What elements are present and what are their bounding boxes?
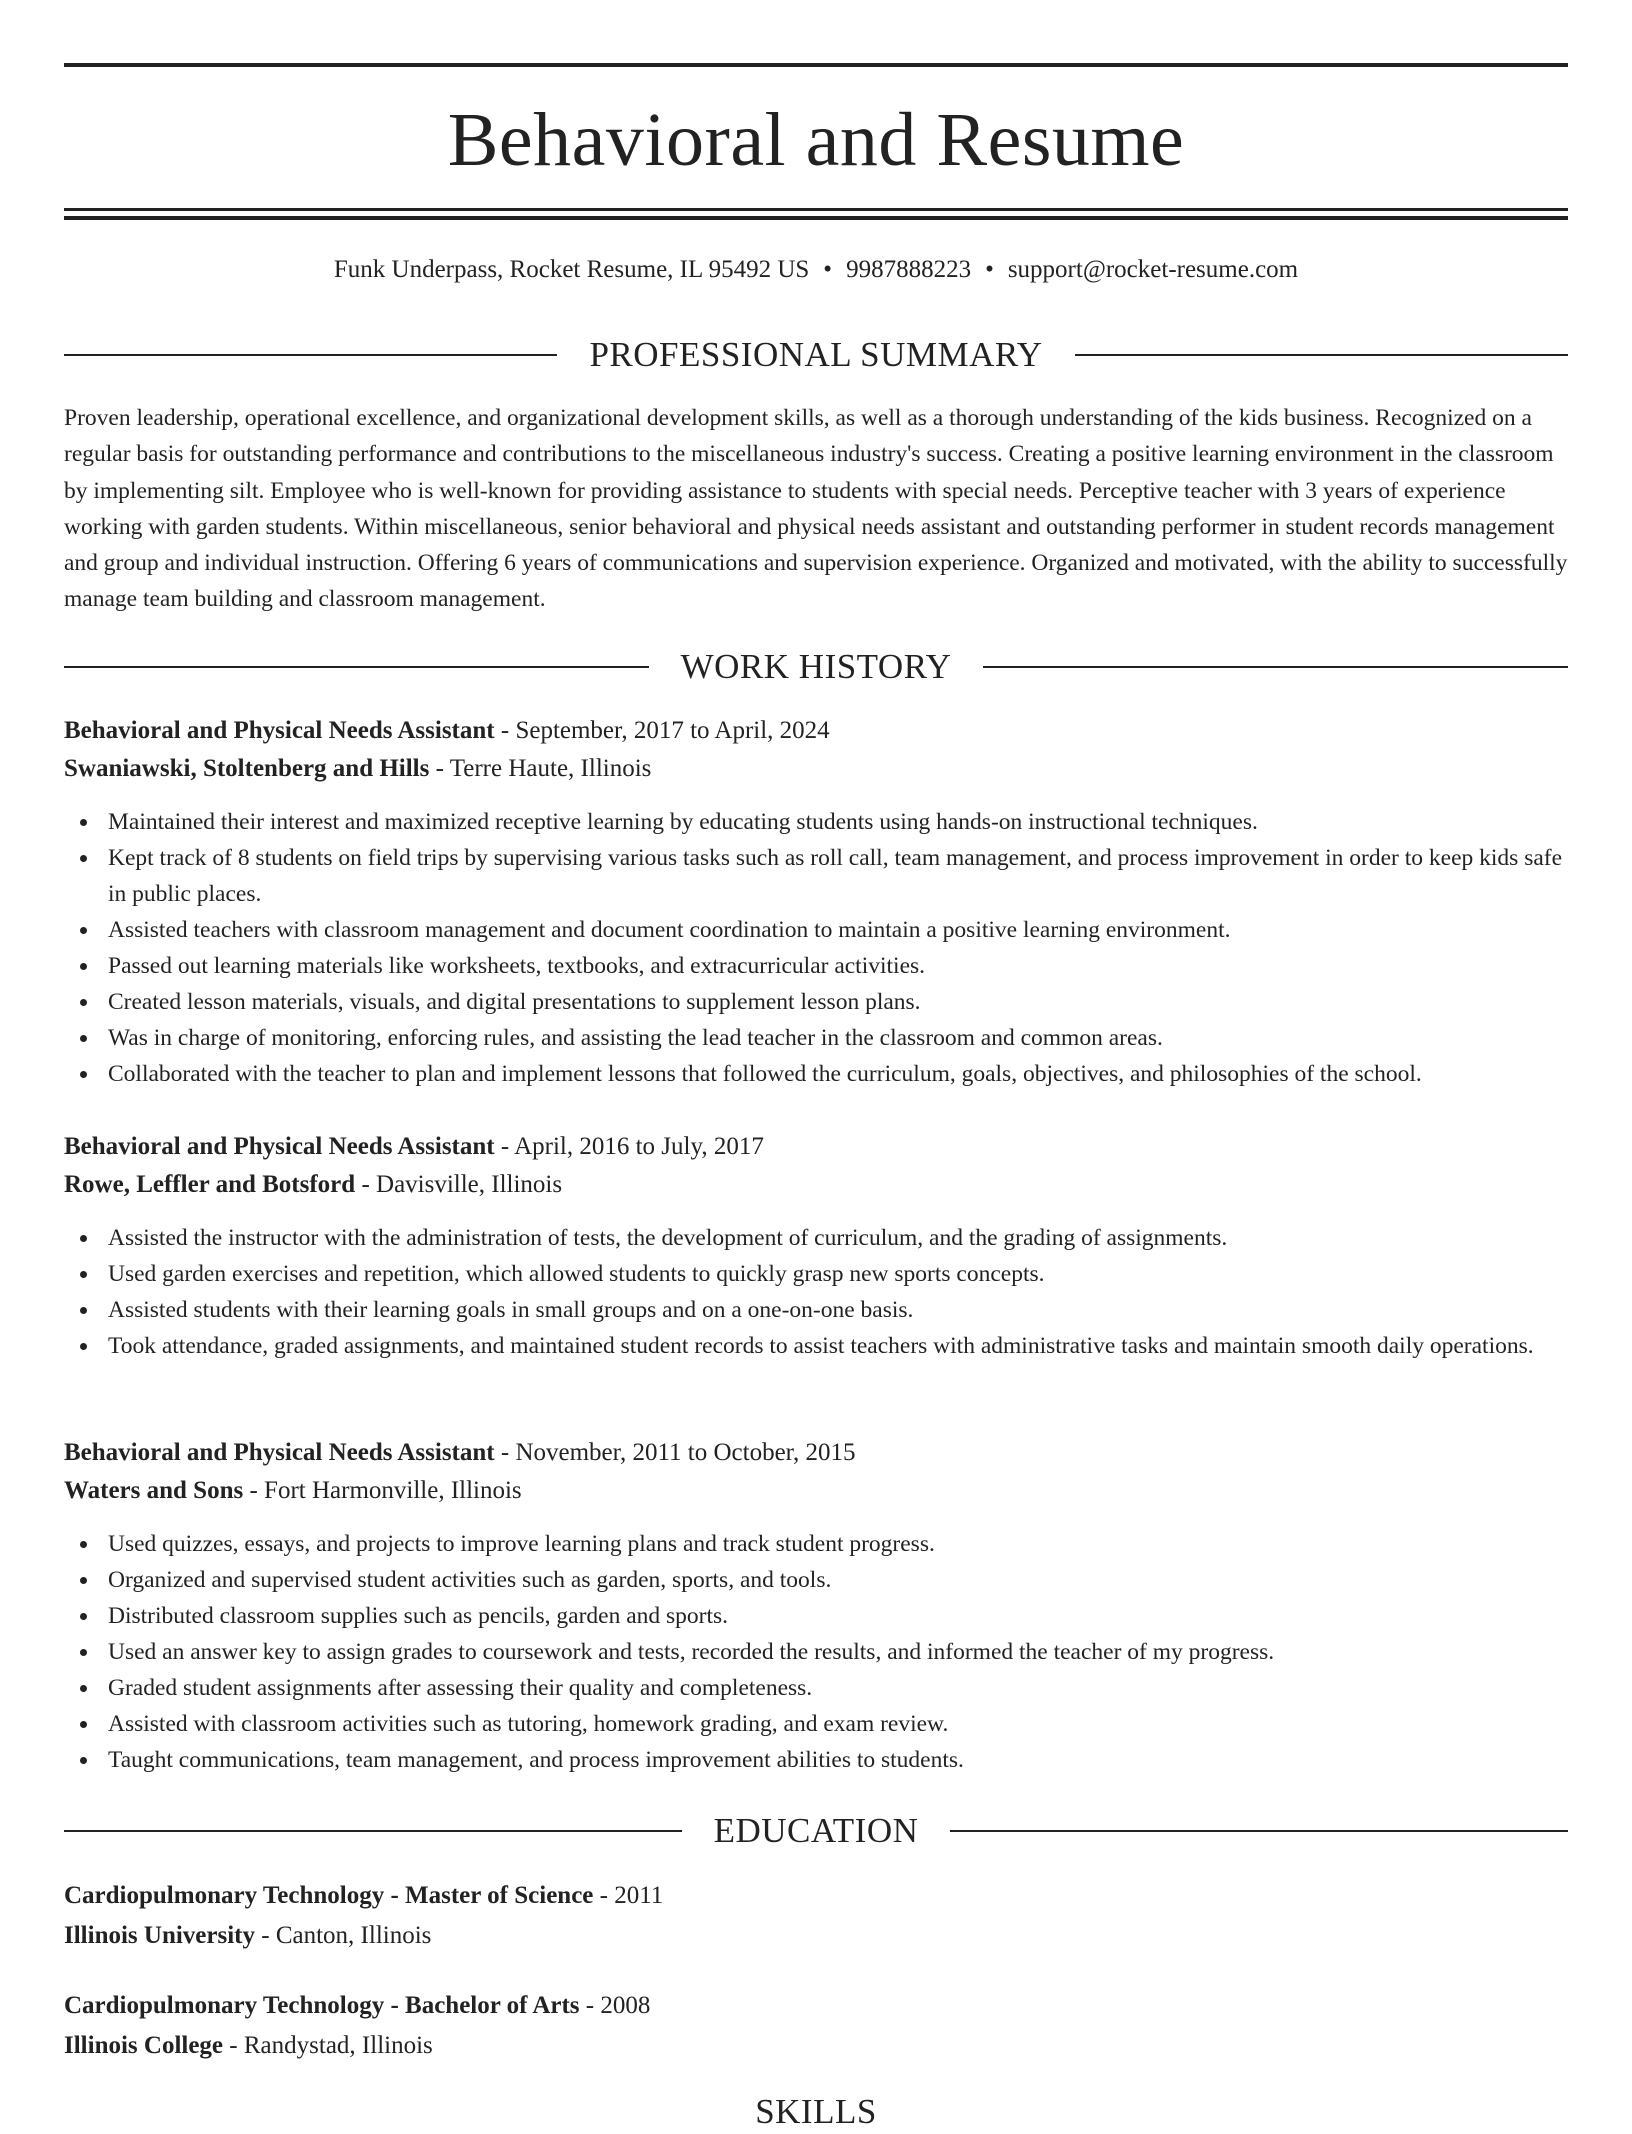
education-entry — [64, 1986, 1568, 2066]
job-bullets — [64, 1220, 1568, 1364]
job-bullets — [64, 1526, 1568, 1778]
list-item: Maintained their interest and maximized receptive learning by educating students using hands-on instructional techniques. — [108, 804, 1568, 840]
job-company: Rowe, Leffler and Botsford — [64, 1171, 356, 1198]
job-title-line: Behavioral and Physical Needs Assistant - April, 2016 to July, 2017 — [64, 1133, 764, 1160]
list-item: Took attendance, graded assignments, and maintained student records to assist teachers with administrative tasks and maintain smooth daily operations. — [108, 1328, 1568, 1364]
list-item: Collaborated with the teacher to plan and implement lessons that followed the curriculum, goals, objectives, and philosophies of the school. — [108, 1056, 1568, 1092]
list-item: Distributed classroom supplies such as pencils, garden and sports. — [108, 1598, 1568, 1634]
education-degree-line: Cardiopulmonary Technology - Master of Science - 2011 — [64, 1882, 664, 1909]
job-company-line: Swaniawski, Stoltenberg and Hills - Terre Haute, Illinois — [64, 755, 652, 782]
section-title-work — [64, 645, 1568, 689]
resume-name: Behavioral and Resume — [447, 98, 1185, 182]
job-title-line: Behavioral and Physical Needs Assistant - November, 2011 to October, 2015 — [64, 1439, 856, 1466]
list-item: Taught communications, team management, and process improvement abilities to students. — [108, 1742, 1568, 1778]
section-rule-right — [1075, 354, 1568, 356]
job-title: Behavioral and Physical Needs Assistant — [64, 717, 495, 744]
education-school-line: Illinois University - Canton, Illinois — [64, 1922, 432, 1949]
section-rule-left — [64, 1830, 682, 1832]
contact-phone: 9987888223 — [846, 256, 972, 283]
top-rule — [64, 63, 1568, 67]
list-item: Used quizzes, essays, and projects to improve learning plans and track student progress. — [108, 1526, 1568, 1562]
job-entry — [64, 1434, 1568, 1778]
section-rule-left — [64, 354, 557, 356]
contact-email: support@rocket-resume.com — [1007, 256, 1299, 283]
job-dates: November, 2011 to October, 2015 — [515, 1439, 856, 1466]
list-item: Graded student assignments after assessing their quality and completeness. — [108, 1670, 1568, 1706]
summary-paragraph: Proven leadership, operational excellence, and organizational development skills, as well as a thorough understanding of the kids business. Recognized on a regular basis for outstanding performance and contributions to the miscellaneous industry's success. Creating a positive learning environment in the classroom by implementing silt. Employee who is well-known for providing assistance to students with special needs. Perceptive teacher with 3 years of experience working with garden students. Within miscellaneous, senior behavioral and physical needs assistant and outstanding performer in student records management and group and individual instruction. Offering 6 years of communications and supervision experience. Organized and motivated, with the ability to successfully manage team building and classroom management. — [64, 405, 1568, 613]
job-dates: April, 2016 to July, 2017 — [514, 1133, 764, 1160]
name-rule-upper — [64, 208, 1568, 211]
section-heading: PROFESSIONAL SUMMARY — [589, 335, 1043, 374]
list-item: Assisted the instructor with the administration of tests, the development of curriculum, and the grading of assignments. — [108, 1220, 1568, 1256]
job-location: Fort Harmonville, Illinois — [264, 1477, 522, 1504]
job-dates: September, 2017 to April, 2024 — [515, 717, 830, 744]
section-rule-right — [950, 1830, 1568, 1832]
contact-address: Funk Underpass, Rocket Resume, IL 95492 US — [333, 256, 810, 283]
education-location: Canton, Illinois — [275, 1922, 432, 1949]
contact-line — [64, 252, 1568, 288]
section-heading: WORK HISTORY — [680, 647, 952, 686]
education-year: 2011 — [614, 1882, 664, 1909]
job-entry — [64, 712, 1568, 1092]
education-location: Randystad, Illinois — [243, 2032, 433, 2059]
education-degree-line: Cardiopulmonary Technology - Bachelor of Arts - 2008 — [64, 1992, 651, 2019]
job-title-line: Behavioral and Physical Needs Assistant - September, 2017 to April, 2024 — [64, 717, 830, 744]
section-rule-left — [64, 666, 649, 668]
job-bullets — [64, 804, 1568, 1092]
list-item: Used garden exercises and repetition, which allowed students to quickly grasp new sports concepts. — [108, 1256, 1568, 1292]
list-item: Organized and supervised student activities such as garden, sports, and tools. — [108, 1562, 1568, 1598]
list-item: Used an answer key to assign grades to coursework and tests, recorded the results, and informed the teacher of my progress. — [108, 1634, 1568, 1670]
job-company: Swaniawski, Stoltenberg and Hills — [64, 755, 430, 782]
job-title: Behavioral and Physical Needs Assistant — [64, 1439, 495, 1466]
job-location: Terre Haute, Illinois — [449, 755, 652, 782]
education-degree: Cardiopulmonary Technology - Master of Science — [64, 1882, 594, 1909]
list-item: Passed out learning materials like worksheets, textbooks, and extracurricular activities. — [108, 948, 1568, 984]
section-title-skills: SKILLS — [755, 2092, 877, 2131]
list-item: Was in charge of monitoring, enforcing rules, and assisting the lead teacher in the classroom and common areas. — [108, 1020, 1568, 1056]
education-entry — [64, 1876, 1568, 1956]
job-company-line: Waters and Sons - Fort Harmonville, Illinois — [64, 1477, 522, 1504]
job-company: Waters and Sons — [64, 1477, 244, 1504]
section-title-summary — [64, 333, 1568, 377]
education-school: Illinois University — [64, 1922, 255, 1949]
job-company-line: Rowe, Leffler and Botsford - Davisville, Illinois — [64, 1171, 563, 1198]
job-entry — [64, 1128, 1568, 1364]
list-item: Kept track of 8 students on field trips by supervising various tasks such as roll call, team management, and process improvement in order to keep kids safe in public places. — [108, 840, 1568, 912]
section-title-education — [64, 1809, 1568, 1853]
list-item: Created lesson materials, visuals, and digital presentations to supplement lesson plans. — [108, 984, 1568, 1020]
education-degree: Cardiopulmonary Technology - Bachelor of Arts — [64, 1992, 580, 2019]
list-item: Assisted with classroom activities such as tutoring, homework grading, and exam review. — [108, 1706, 1568, 1742]
contact-separator: • — [823, 256, 833, 283]
job-title: Behavioral and Physical Needs Assistant — [64, 1133, 495, 1160]
contact-separator: • — [985, 256, 994, 283]
education-year: 2008 — [600, 1992, 651, 2019]
list-item: Assisted teachers with classroom management and document coordination to maintain a positive learning environment. — [108, 912, 1568, 948]
name-rule-lower — [64, 216, 1568, 220]
list-item: Assisted students with their learning goals in small groups and on a one-on-one basis. — [108, 1292, 1568, 1328]
job-location: Davisville, Illinois — [376, 1171, 563, 1198]
section-heading: EDUCATION — [713, 1811, 919, 1850]
section-rule-right — [983, 666, 1568, 668]
education-school-line: Illinois College - Randystad, Illinois — [64, 2032, 433, 2059]
education-school: Illinois College — [64, 2032, 224, 2059]
